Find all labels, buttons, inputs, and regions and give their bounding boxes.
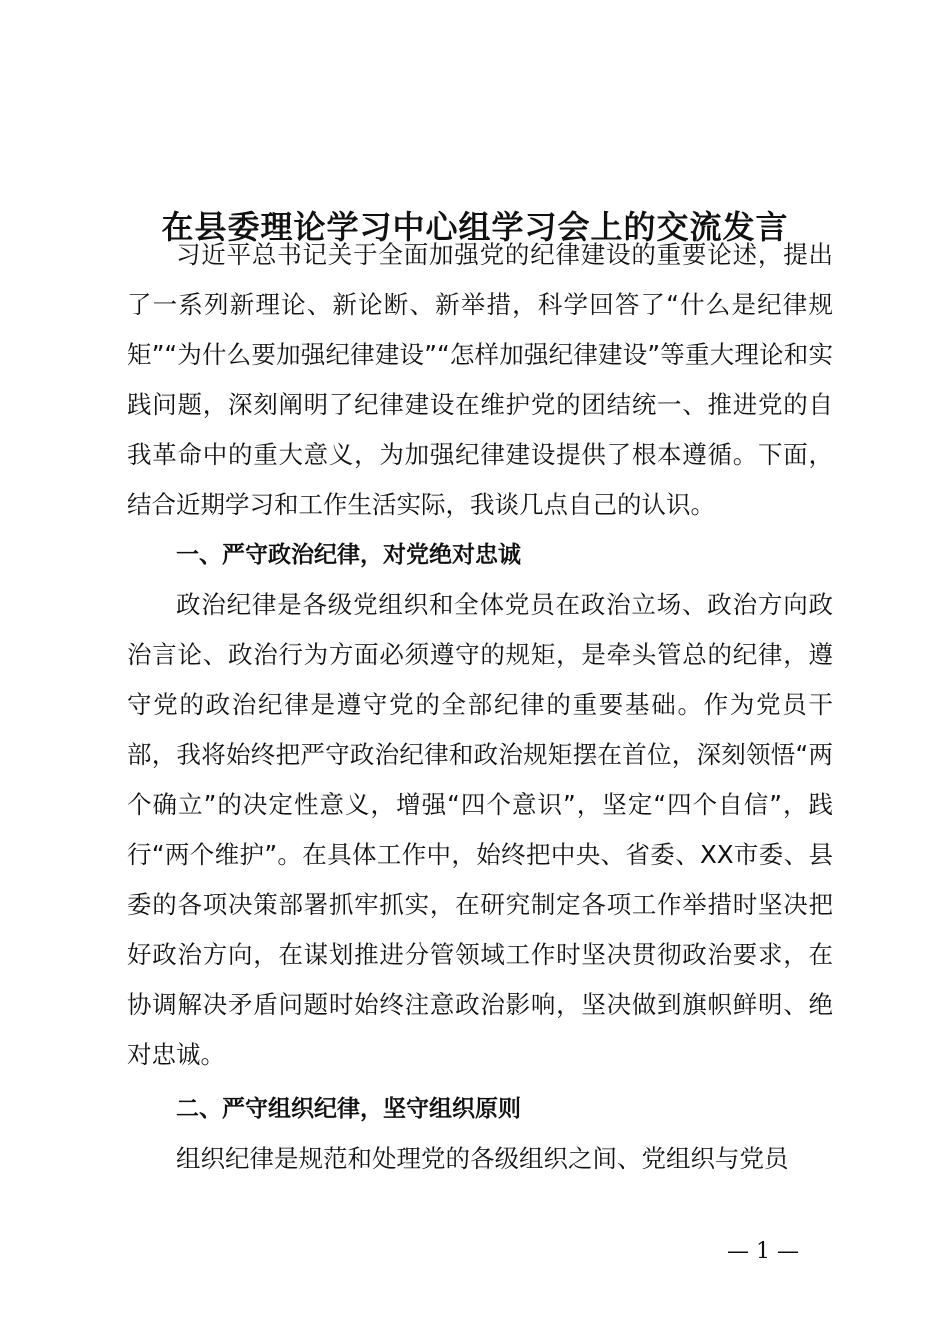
page-number: — 1 —	[727, 1239, 799, 1264]
section-heading-1: 一、严守政治纪律，对党绝对忠诚	[176, 542, 521, 568]
document-title: 在县委理论学习中心组学习会上的交流发言	[161, 208, 789, 247]
section-heading-2: 二、严守组织纪律，坚守组织原则	[176, 1096, 521, 1122]
section-body-1: 政治纪律是各级党组织和全体党员在政治立场、政治方向政治言论、政治行为方面必须遵守的规矩，是牵头管总的纪律，遵守党的政治纪律是遵守党的全部纪律的重要基础。作为党员干部，我将始终把严守政治纪律和政治规矩摆在首位，深刻领悟“两个确立”的决定性意义，增强“四个意识”，坚定“四个自信”，践行“两个维护”。在具体工作中，始终把中央、省委、XX市委、县委的各项决策部署抓牢抓实，在研究制定各项工作举措时坚决把好政治方向，在谋划推进分管领域工作时坚决贯彻政治要求，在协调解决矛盾问题时始终注意政治影响，坚决做到旗帜鲜明、绝对忠诚。	[127, 590, 833, 1069]
section-body-2: 组织纪律是规范和处理党的各级组织之间、党组织与党员	[176, 1144, 789, 1173]
intro-paragraph: 习近平总书记关于全面加强党的纪律建设的重要论述，提出了一系列新理论、新论断、新举措，科学回答了“什么是纪律规矩”“为什么要加强纪律建设”“怎样加强纪律建设”等重大理论和实践问题，深刻阐明了纪律建设在维护党的团结统一、推进党的自我革命中的重大意义，为加强纪律建设提供了根本遵循。下面，结合近期学习和工作生活实际，我谈几点自己的认识。	[127, 240, 833, 519]
document-body	[127, 230, 833, 1184]
